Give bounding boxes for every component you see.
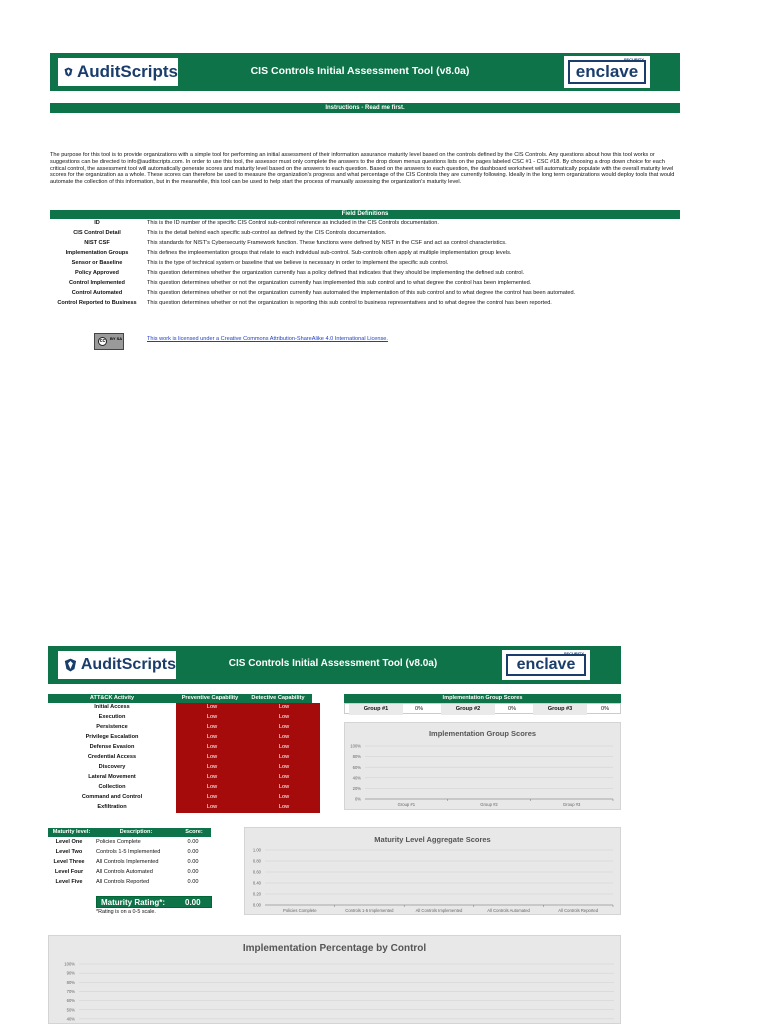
detective-value: Low (248, 713, 320, 723)
rating-note: *Rating is on a 0-5 scale. (96, 909, 156, 915)
x-tick-label: Group #3 (562, 802, 581, 807)
field-def-desc: This is the detail behind each specific sub-control as defined by the CIS Controls documentation. (147, 230, 387, 236)
y-tick-label: 100% (64, 961, 75, 967)
attck-activity: Credential Access (48, 753, 176, 763)
attck-header: ATT&CK Activity (48, 694, 176, 703)
field-def-desc: This question determines whether the organization currently has a policy defined that indicates that they should be implementing the defined sub control. (147, 270, 525, 276)
maturity-aggregate-chart (244, 827, 621, 915)
shield-icon (64, 63, 73, 81)
field-def-desc: This question determines whether or not the organization currently has implemented this sub control and to what degree the control has been implemented. (147, 280, 532, 286)
field-def-desc: This defines the impleementation groups that relate to each individual sub-control. Sub-controls often apply at multiple implementation group levels. (147, 250, 512, 256)
attck-activity: Persistence (48, 723, 176, 733)
maturity-aggregate-plot (245, 828, 620, 914)
cc-icon: cc (99, 338, 106, 344)
y-tick-label: 60% (66, 998, 75, 1004)
x-tick-label: All Controls Automated (487, 908, 530, 913)
y-tick-label: 0.40 (252, 880, 261, 886)
detective-value: Low (248, 783, 320, 793)
y-tick-label: 40% (66, 1016, 75, 1022)
preventive-value: Low (176, 753, 248, 763)
y-tick-label: 90% (66, 970, 75, 976)
preventive-value: Low (176, 763, 248, 773)
x-tick-label: Controls 1-5 Implemented (345, 908, 394, 913)
maturity-desc: All Controls Reported (96, 879, 150, 885)
chart-title: Maturity Level Aggregate Scores (374, 835, 491, 844)
y-tick-label: 0% (354, 796, 361, 802)
ig-group-label: Group #1 (349, 704, 403, 715)
attck-activity: Lateral Movement (48, 773, 176, 783)
maturity-desc: Policies Complete (96, 839, 141, 845)
enclave-logo (502, 650, 590, 680)
field-def-row (50, 229, 680, 239)
preventive-value: Low (176, 743, 248, 753)
y-tick-label: 0.20 (252, 891, 261, 897)
enclave-security-text: SECURITY (623, 57, 644, 62)
dashboard-title: CIS Controls Initial Assessment Tool (v8.0a) (228, 658, 438, 669)
x-tick-label: All Controls Implemented (415, 908, 463, 913)
chart-title: Implementation Group Scores (428, 729, 537, 738)
attck-activity: Discovery (48, 763, 176, 773)
preventive-value: Low (176, 713, 248, 723)
attck-activity: Initial Access (48, 703, 176, 713)
field-def-desc: This is the type of technical system or baseline that we believe is necessary in order to implement the specific sub control. (147, 260, 449, 266)
maturity-desc: Controls 1-5 Implemented (96, 849, 161, 855)
field-def-term: Sensor or Baseline (71, 260, 123, 266)
x-tick-label: Group #1 (397, 802, 416, 807)
impl-percentage-plot (49, 936, 620, 1025)
detective-value: Low (248, 753, 320, 763)
preventive-value: Low (176, 773, 248, 783)
maturity-rating-box (96, 896, 212, 908)
dashboard-banner (48, 646, 621, 684)
ig-scores-chart (344, 722, 621, 810)
field-def-term: Control Reported to Business (57, 300, 137, 306)
field-definitions-header: Field Definitions (50, 210, 680, 219)
logo-text: AuditScripts (80, 656, 176, 673)
field-def-row (50, 289, 680, 299)
field-def-term: Control Automated (71, 290, 123, 296)
field-def-term: Control Implemented (69, 280, 125, 286)
field-def-term: Policy Approved (75, 270, 119, 276)
y-tick-label: 80% (352, 754, 361, 760)
ig-group-label: Group #2 (441, 704, 495, 715)
attck-activity: Execution (48, 713, 176, 723)
field-def-desc: This standards for NIST's Cybersecurity Framework function. These functions were defined by NIST in the CSF and act as control characteristics. (147, 240, 507, 246)
preventive-value: Low (176, 733, 248, 743)
x-tick-label: All Controls Reported (558, 908, 599, 913)
preventive-value: Low (176, 703, 248, 713)
maturity-score: 0.00 (187, 869, 199, 875)
preventive-value: Low (176, 783, 248, 793)
y-tick-label: 0.80 (252, 858, 261, 864)
field-def-term: Implementation Groups (65, 250, 129, 256)
attck-activity: Privilege Escalation (48, 733, 176, 743)
preventive-value: Low (176, 793, 248, 803)
intro-paragraph: The purpose for this tool is to provide organizations with a simple tool for performing an initial assessment of their information assurance maturity level based on the controls defined by the CIS Controls. Any questions about how this tool works or suggestions can be directed to info@auditscripts.com. In order to use this tool, the assessor must only complete the answers to the drop down menus questions lists on the pages labeled CSC #1 - CSC #18. By choosing a drop down choice for each critical control, the assessment tool will automatically generate scores and maturity level based on the answers to each question. Based on the answers to each question, the dashboard worksheet will automatically populate with the overall maturity level scores for the organization as a whole. These scores can therefore be used to measure the organization's progress and what percentage of the CIS Controls they are currently following. Ideally in the long term organizations would deploy tools that would automate the collection of this information, but in the meanwhile, this tool can be used to help start the process of manually assessing the organization's maturity level. (50, 152, 675, 186)
ig-scores-header: Implementation Group Scores (344, 694, 621, 703)
instructions-bar: Instructions - Read me first. (50, 103, 680, 113)
x-tick-label: Group #2 (480, 802, 498, 807)
maturity-score: 0.00 (187, 839, 199, 845)
attck-activity: Exfiltration (48, 803, 176, 813)
y-tick-label: 60% (352, 764, 361, 770)
detective-value: Low (248, 803, 320, 813)
ig-group-value: 0% (508, 706, 517, 712)
enclave-security-text: SECURITY (563, 651, 584, 656)
maturity-level-header: Maturity level: (48, 828, 95, 837)
detective-value: Low (248, 733, 320, 743)
field-def-row (50, 219, 680, 229)
auditscripts-logo (58, 651, 176, 679)
y-tick-label: 70% (66, 989, 75, 995)
maturity-rating-label: Maturity Rating*: (101, 898, 165, 907)
maturity-level: Level Two (55, 849, 83, 855)
maturity-desc: All Controls Implemented (96, 859, 159, 865)
attck-activity: Collection (48, 783, 176, 793)
score-header: Score: (177, 828, 211, 837)
creative-commons-badge[interactable] (94, 333, 124, 350)
field-def-row (50, 249, 680, 259)
maturity-level: Level Four (54, 869, 84, 875)
detective-header: Detective Capability (244, 694, 312, 703)
cc-badge-text: BY SA (110, 336, 123, 341)
ig-scores-row (344, 703, 621, 714)
field-def-term: NIST CSF (84, 240, 110, 246)
maturity-level: Level Three (53, 859, 85, 865)
detective-value: Low (248, 723, 320, 733)
preventive-value: Low (176, 723, 248, 733)
enclave-logo (564, 56, 650, 88)
field-def-desc: This question determines whether or not the organization currently has automated the implementation of this sub control and to what degree the control has been automated. (147, 290, 576, 296)
logo-text: AuditScripts (76, 62, 178, 81)
y-tick-label: 0.00 (252, 902, 261, 908)
field-def-row (50, 279, 680, 289)
y-tick-label: 40% (352, 775, 361, 781)
preventive-value: Low (176, 803, 248, 813)
y-tick-label: 50% (66, 1007, 75, 1013)
detective-value: Low (248, 743, 320, 753)
detective-value: Low (248, 793, 320, 803)
ig-group-value: 0% (415, 706, 424, 712)
detective-value: Low (248, 773, 320, 783)
attck-activity: Defense Evasion (48, 743, 176, 753)
maturity-score: 0.00 (187, 879, 199, 885)
detective-value: Low (248, 703, 320, 713)
y-tick-label: 100% (350, 743, 361, 749)
y-tick-label: 80% (66, 979, 75, 985)
maturity-score: 0.00 (187, 859, 199, 865)
field-def-row (50, 299, 680, 309)
y-tick-label: 20% (352, 786, 361, 791)
field-def-desc: This question determines whether or not the organization is reporting this sub control to business representatives and to what degree the control has been reported. (147, 300, 552, 306)
auditscripts-logo (58, 58, 178, 86)
field-def-term: ID (94, 220, 100, 226)
field-def-row (50, 239, 680, 249)
enclave-text: enclave (575, 62, 639, 81)
shield-icon (64, 656, 77, 674)
maturity-level: Level One (55, 839, 83, 845)
field-def-term: CIS Control Detail (73, 230, 121, 236)
enclave-text: enclave (516, 656, 576, 673)
preventive-header: Preventive Capability (176, 694, 244, 703)
maturity-score: 0.00 (187, 849, 199, 855)
detective-value: Low (248, 763, 320, 773)
maturity-rating-value: 0.00 (185, 898, 201, 907)
field-def-desc: This is the ID number of the specific CIS Control sub-control reference as included in the CIS Controls documentation. (147, 220, 439, 226)
page-title: CIS Controls Initial Assessment Tool (v8.0a) (250, 65, 470, 77)
license-link[interactable]: This work is licensed under a Creative Commons Attribution-ShareAlike 4.0 International License. (147, 336, 388, 342)
field-def-row (50, 259, 680, 269)
attck-activity: Command and Control (48, 793, 176, 803)
chart-title: Implementation Percentage by Control (242, 943, 427, 954)
top-banner (50, 53, 680, 91)
y-tick-label: 1.00 (252, 847, 261, 853)
impl-percentage-chart (48, 935, 621, 1024)
maturity-level: Level Five (55, 879, 83, 885)
maturity-desc: All Controls Automated (96, 869, 153, 875)
ig-scores-plot (345, 723, 620, 809)
description-header: Description: (95, 828, 177, 837)
y-tick-label: 0.60 (252, 869, 261, 875)
x-tick-label: Policies Complete (283, 908, 317, 913)
ig-group-label: Group #3 (533, 704, 587, 715)
field-def-row (50, 269, 680, 279)
ig-group-value: 0% (601, 706, 610, 712)
